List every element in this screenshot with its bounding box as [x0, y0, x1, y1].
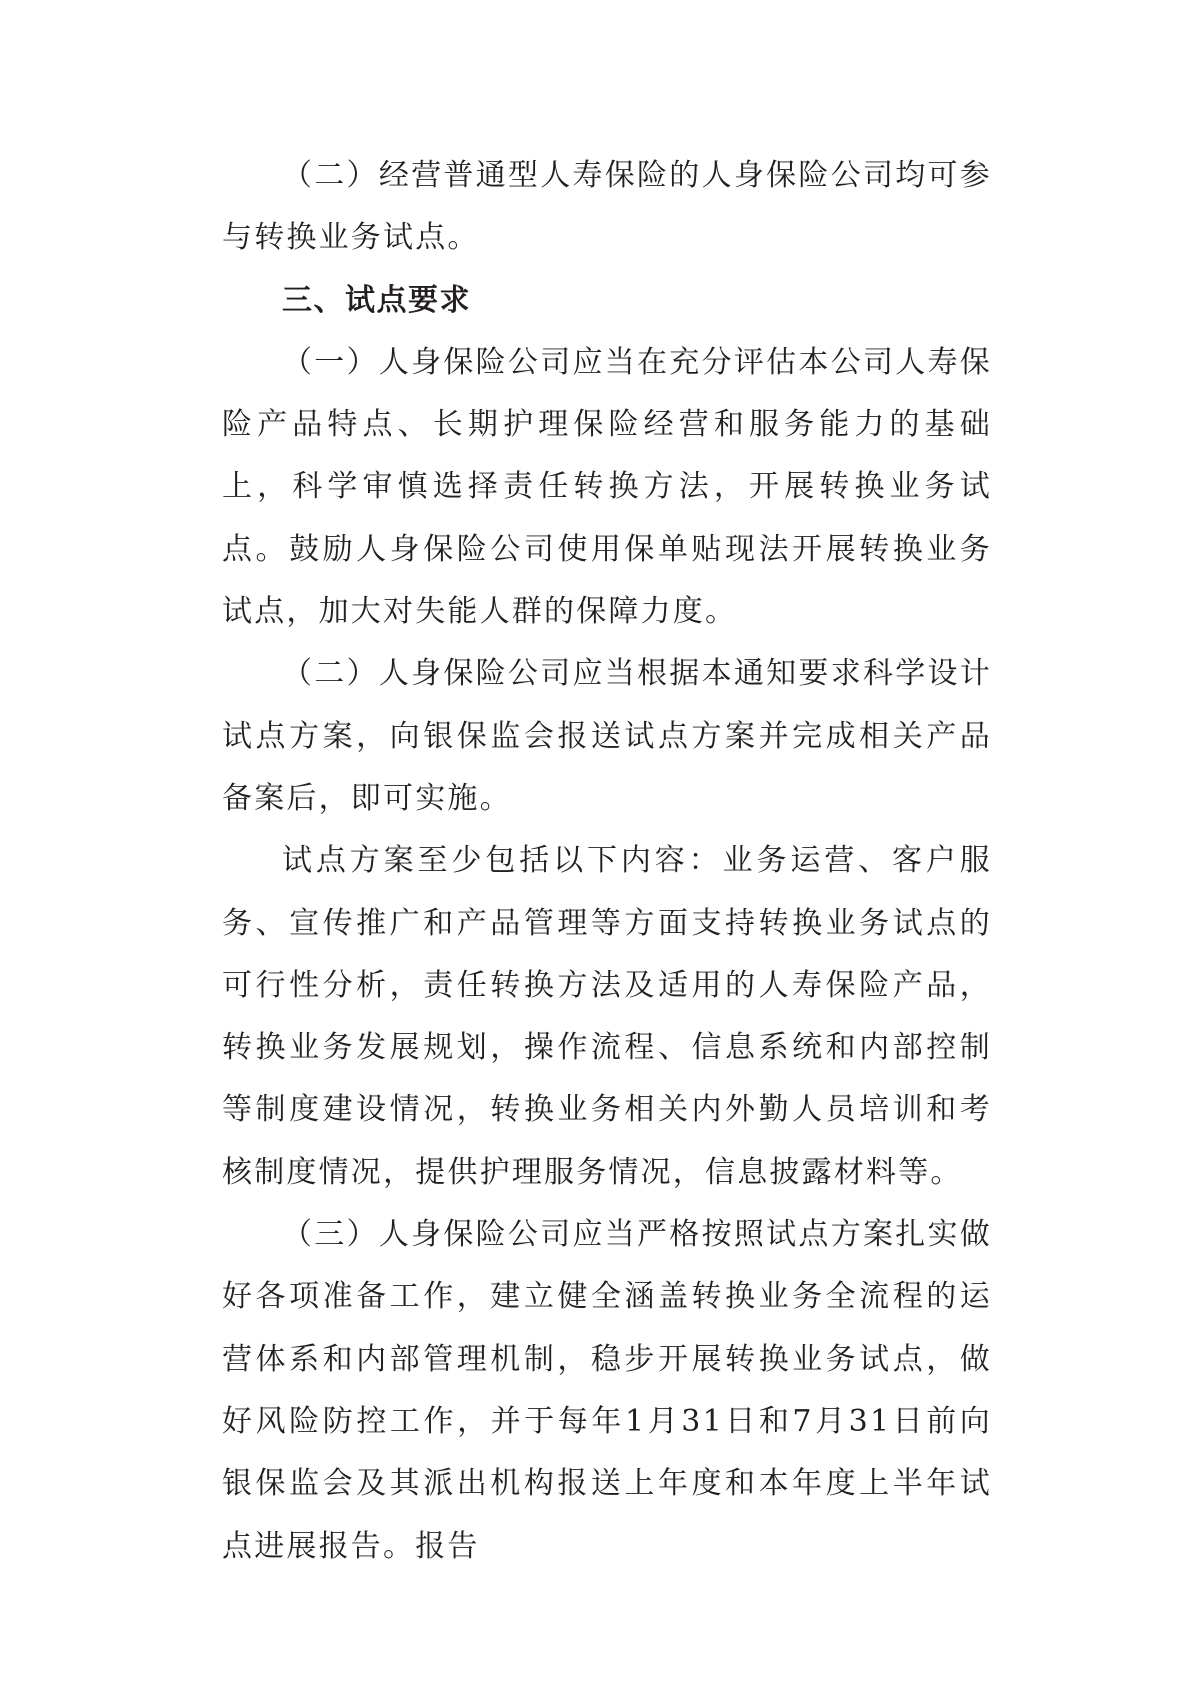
paragraph-requirement-1: （一）人身保险公司应当在充分评估本公司人寿保险产品特点、长期护理保险经营和服务能力的基础上，科学审慎选择责任转换方法，开展转换业务试点。鼓励人身保险公司使用保单贴现法开展转换业务试点，加大对失能人群的保障力度。: [222, 344, 992, 630]
paragraph-plan-contents: 试点方案至少包括以下内容：业务运营、客户服务、宣传推广和产品管理等方面支持转换业务试点的可行性分析，责任转换方法及适用的人寿保险产品，转换业务发展规划，操作流程、信息系统和内部控制等制度建设情况，转换业务相关内外勤人员培训和考核制度情况，提供护理服务情况，信息披露材料等。: [222, 843, 992, 1190]
document-body: [222, 145, 992, 1578]
section-heading-pilot-requirements: 三、试点要求: [282, 282, 471, 318]
paragraph-participation: （二）经营普通型人寿保险的人身保险公司均可参与转换业务试点。: [222, 158, 992, 256]
paragraph-requirement-2: （二）人身保险公司应当根据本通知要求科学设计试点方案，向银保监会报送试点方案并完成相关产品备案后，即可实施。: [222, 656, 992, 816]
paragraph-requirement-3: （三）人身保险公司应当严格按照试点方案扎实做好各项准备工作，建立健全涵盖转换业务全流程的运营体系和内部管理机制，稳步开展转换业务试点，做好风险防控工作，并于每年1月31日和7月31日前向银保监会及其派出机构报送上年度和本年度上半年试点进展报告。报告: [222, 1217, 992, 1564]
